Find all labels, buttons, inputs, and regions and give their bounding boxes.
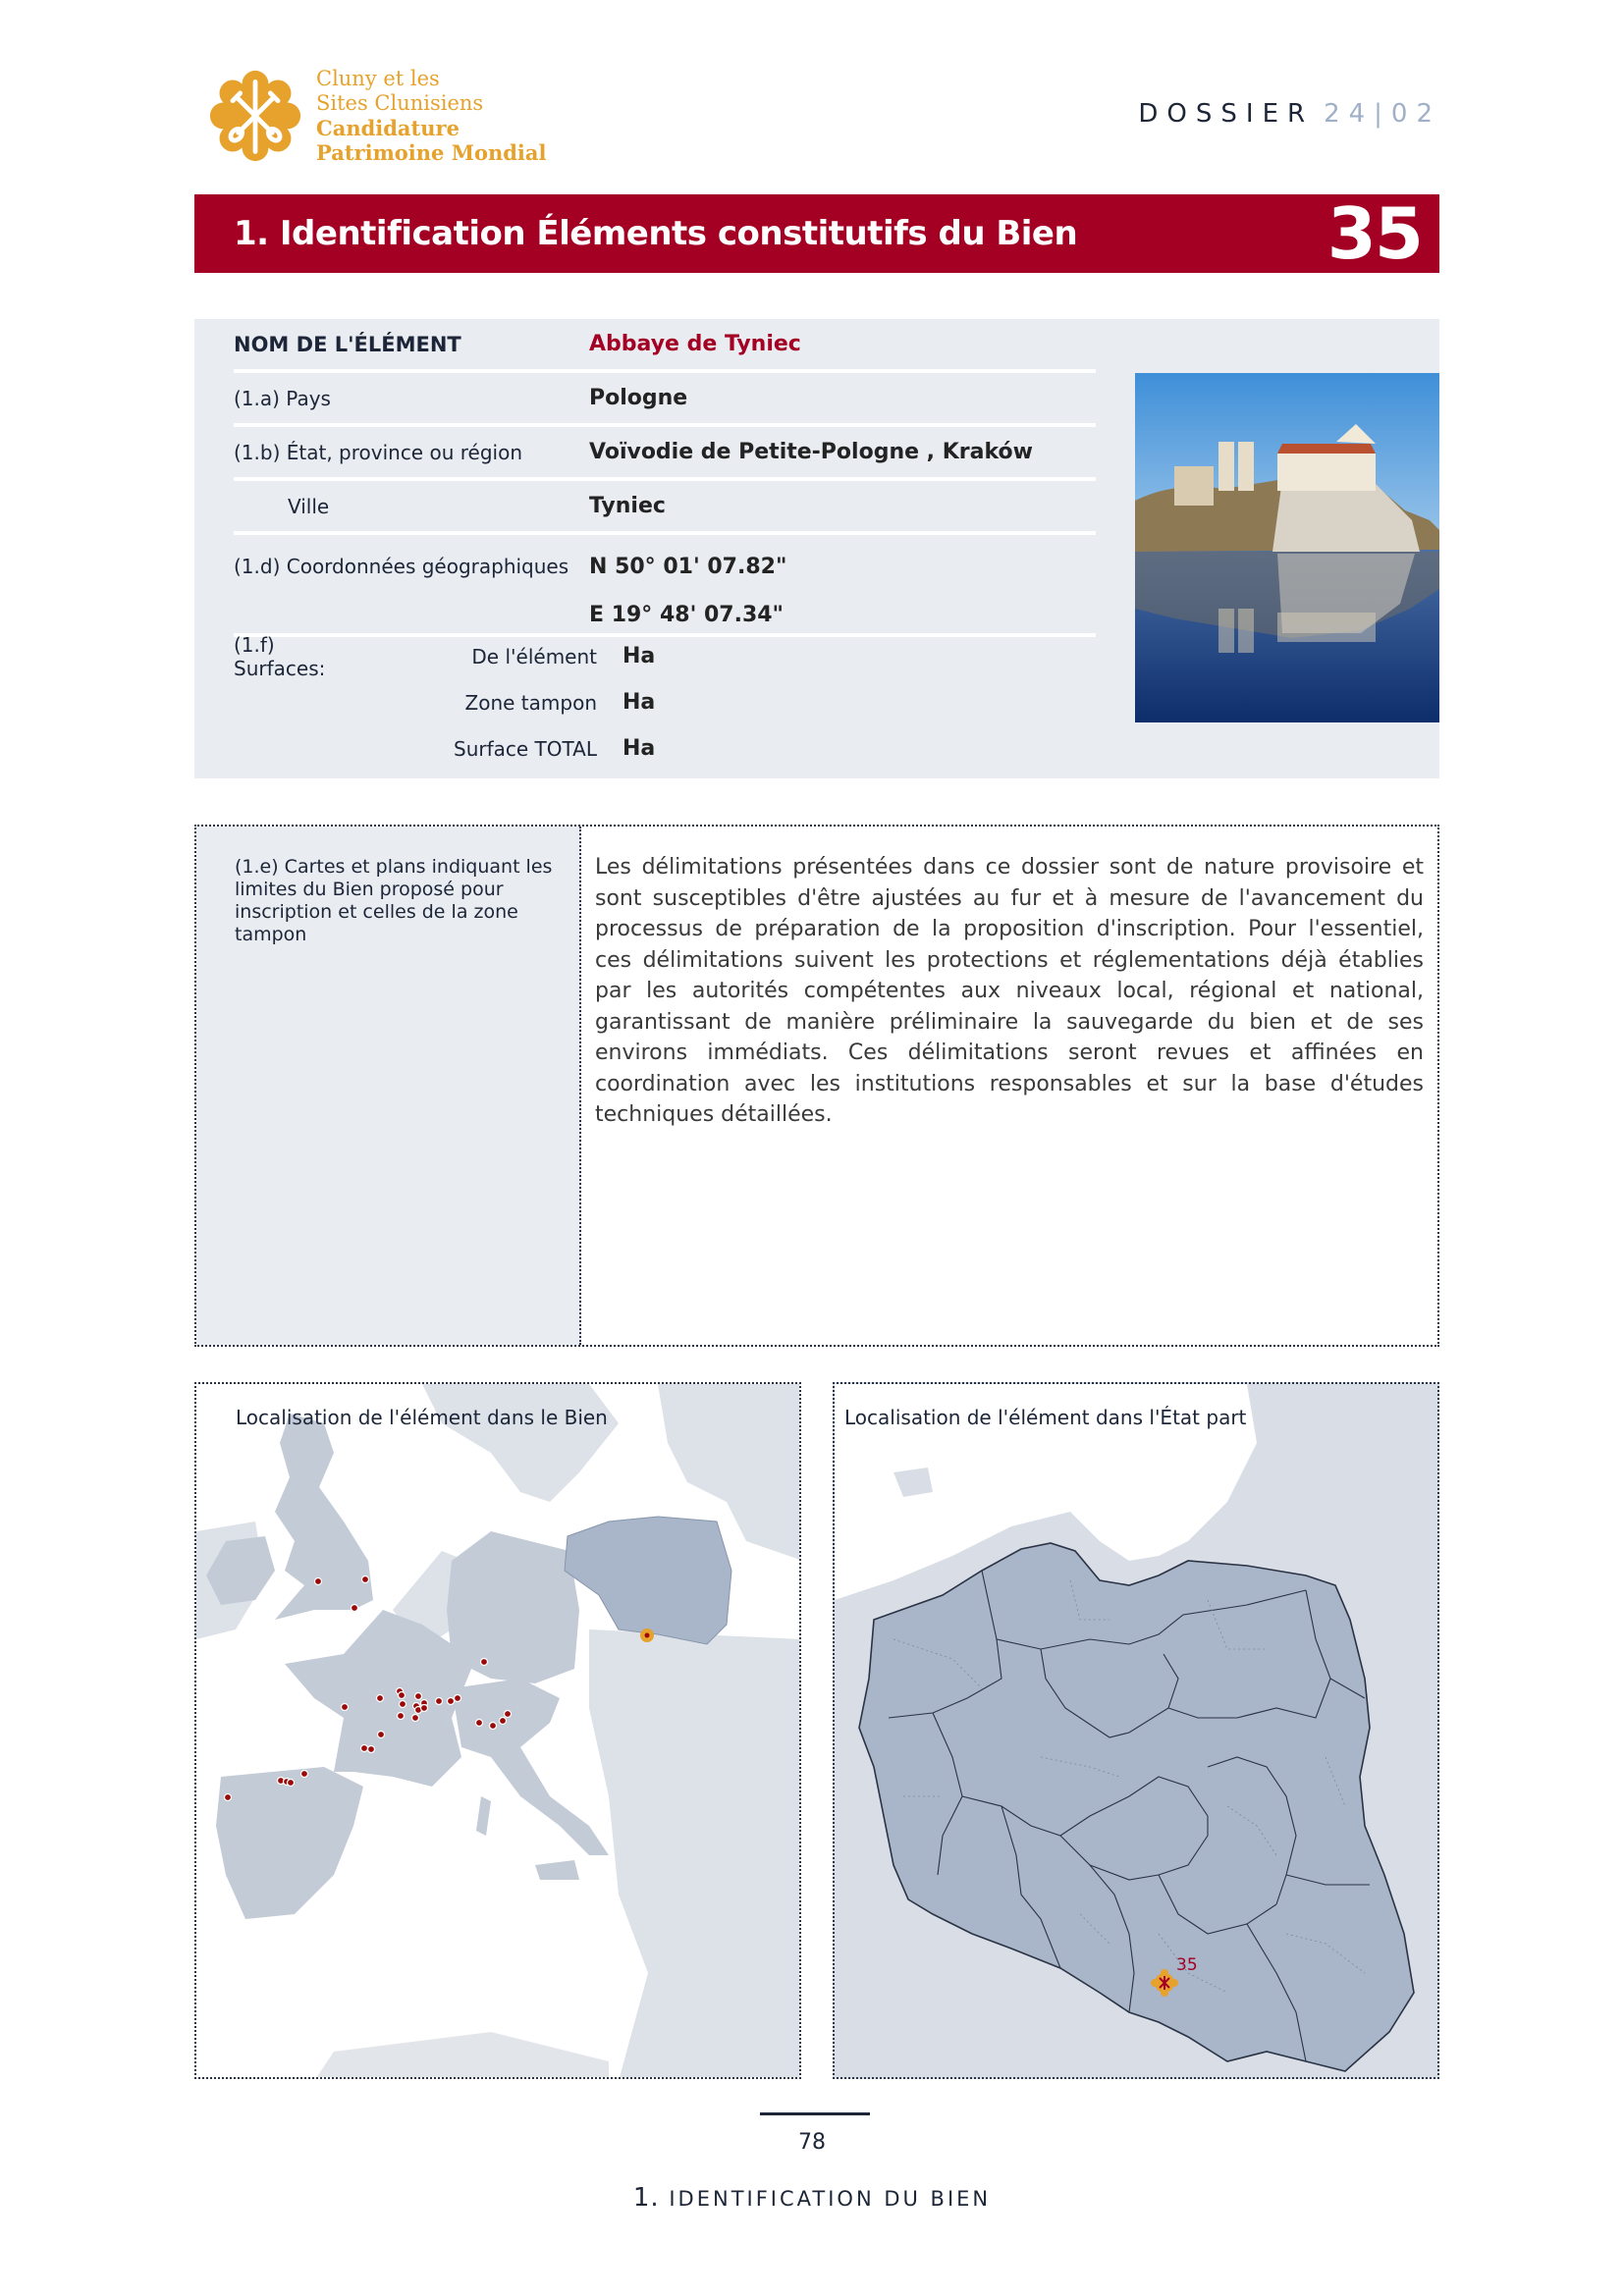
logo-line-1: Cluny et les (316, 67, 440, 90)
info-row-region (234, 427, 1096, 481)
info-row-country (234, 373, 1096, 427)
surface-row-element (234, 633, 823, 679)
dossier-label (1138, 99, 1441, 129)
logo-line-4: Patrimoine Mondial (316, 140, 547, 165)
surface-total-label: Surface TOTAL (454, 736, 597, 761)
map-europe-title: Localisation de l'élément dans le Bien (236, 1406, 608, 1429)
page-number: 78 (798, 2130, 826, 2155)
logo (208, 67, 547, 165)
city-value: Tyniec (589, 494, 666, 518)
surfaces-block (234, 633, 823, 772)
map-poland-title: Localisation de l'élément dans l'État part (844, 1406, 1247, 1429)
city-label: Ville (288, 494, 330, 518)
section-title-band (194, 194, 1439, 273)
maps-label: (1.e) Cartes et plans indiquant les limites du Bien proposé pour inscription et celles de la zone tampon (196, 827, 581, 1345)
longitude-value: E 19° 48' 07.34" (589, 603, 785, 627)
abbey-photo (1135, 373, 1439, 722)
map-poland (833, 1382, 1439, 2079)
surface-element-value: Ha (623, 644, 656, 668)
coordinates-label: (1.d) Coordonnées géographiques (234, 555, 569, 578)
dossier-word: DOSSIER (1138, 99, 1315, 129)
maps-description-text: Les délimitations présentées dans ce dossier sont de nature provisoire et sont susceptibles d'être ajustées au fur et à mesure de l'avancement du processus de préparation de la proposition d'inscription. Pour l'essentiel, ces délimitations suivent les protections et réglementations déjà établies par les autorités compétentes aux niveaux local, régional et national, garantissant de manière préliminaire la sauvegarde du bien et de ses environs immédiats. Ces délimitations seront revues et affinées en coordination avec les institutions responsables et sur la base d'études techniques détaillées. (595, 855, 1424, 1127)
info-row-coordinates (234, 535, 1096, 637)
maps-description-box (194, 825, 1439, 1347)
footer-section-number: 1. (632, 2183, 660, 2213)
page-title: 1. Identification Éléments constitutifs du Bien (234, 214, 1078, 253)
surface-row-total (234, 725, 823, 772)
footer-section-title: IDENTIFICATION DU BIEN (669, 2187, 992, 2211)
name-label: NOM DE L'ÉLÉMENT (234, 332, 461, 356)
surfaces-label: (1.f) Surfaces: (234, 632, 326, 680)
country-label: (1.a) Pays (234, 386, 331, 410)
info-rows (234, 319, 1096, 637)
footer-divider (760, 2112, 870, 2115)
surface-element-label: De l'élément (471, 644, 597, 668)
crossed-keys-flower-icon (208, 69, 302, 163)
logo-line-3: Candidature (316, 116, 460, 140)
element-35-label: 35 (1176, 1955, 1198, 1975)
surface-row-buffer (234, 679, 823, 725)
poland-map-illustration (835, 1384, 1439, 2079)
logo-line-2: Sites Clunisiens (316, 91, 484, 115)
region-value: Voïvodie de Petite-Pologne , Kraków (589, 440, 1033, 464)
abbey-photo-illustration (1135, 373, 1439, 722)
dossier-number: 24|02 (1324, 99, 1441, 129)
surface-buffer-value: Ha (623, 690, 656, 715)
europe-map-illustration (196, 1384, 801, 2079)
region-label: (1.b) État, province ou région (234, 440, 522, 464)
country-value: Pologne (589, 386, 688, 410)
info-row-name (234, 319, 1096, 373)
name-value: Abbaye de Tyniec (589, 332, 801, 356)
surface-buffer-label: Zone tampon (464, 690, 597, 715)
footer-section (0, 2183, 1624, 2213)
map-europe (194, 1382, 801, 2079)
info-row-city (234, 481, 1096, 535)
element-number: 35 (1326, 192, 1422, 275)
latitude-value: N 50° 01' 07.82" (589, 555, 787, 579)
logo-text (316, 67, 547, 165)
surface-total-value: Ha (623, 736, 656, 761)
